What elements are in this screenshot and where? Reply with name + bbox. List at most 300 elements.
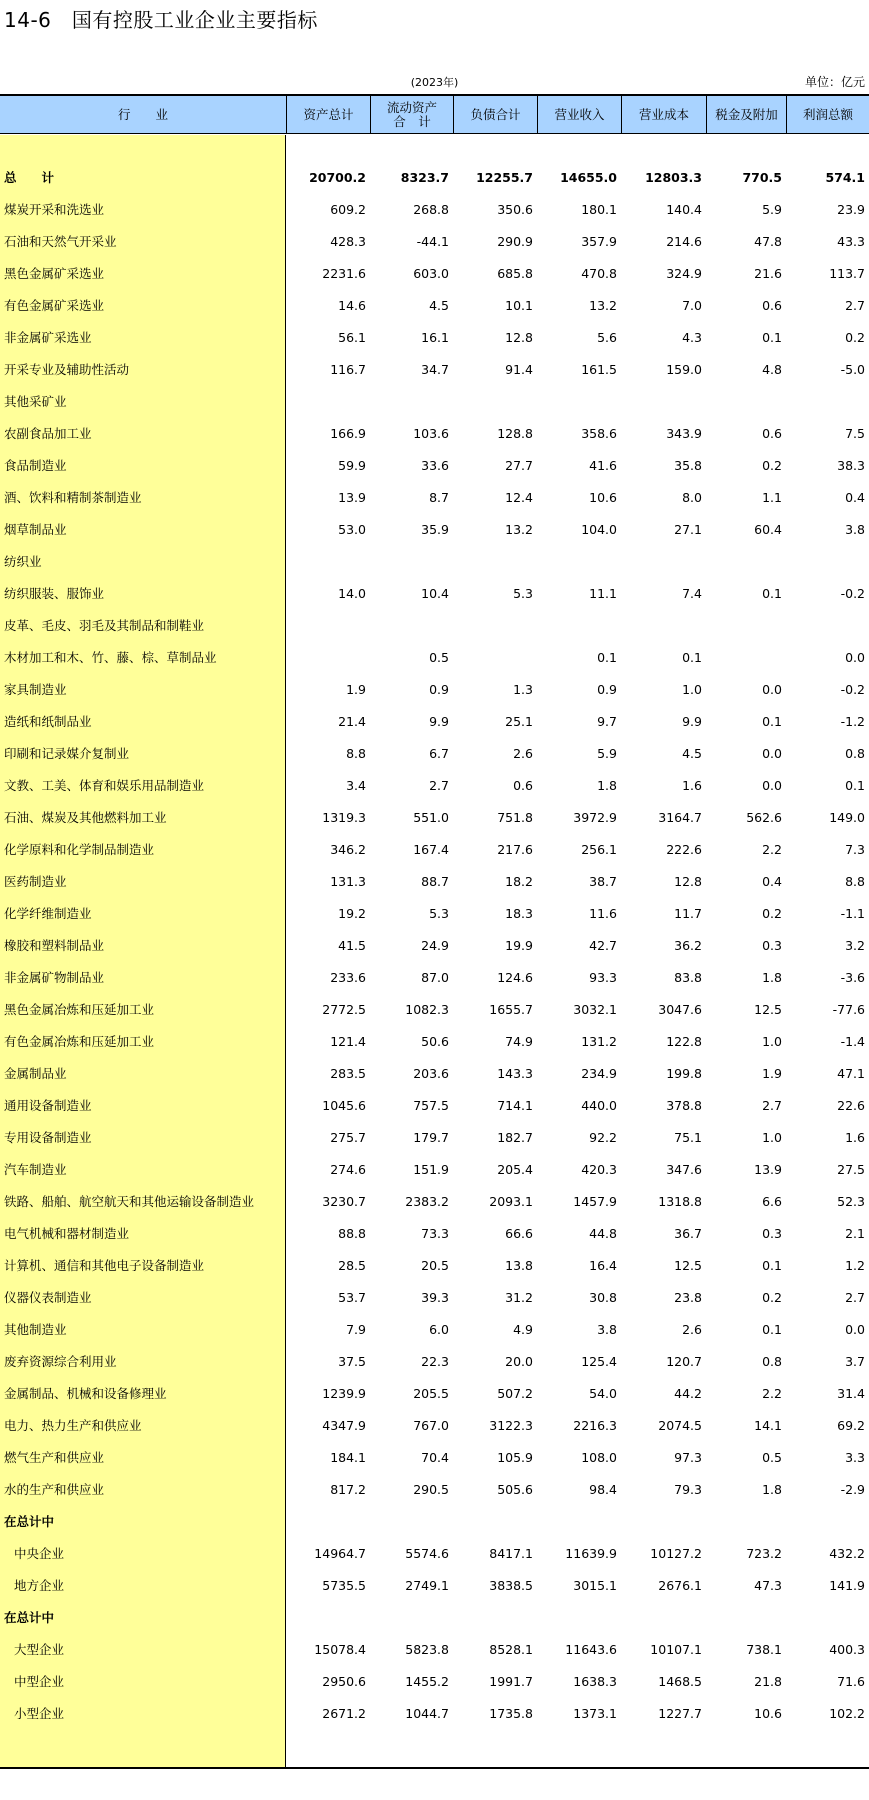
row-value: 21.6 [754,266,782,281]
row-value: 2671.2 [322,1706,366,1721]
row-value: 685.8 [497,266,533,281]
row-value: 66.6 [505,1226,533,1241]
row-value: 19.9 [505,938,533,953]
table-row [0,1416,869,1436]
row-label: 化学纤维制造业 [4,906,92,921]
row-label: 小型企业 [14,1706,65,1721]
row-value: 8.0 [682,490,702,505]
row-label: 其他采矿业 [4,394,67,409]
row-value: 3230.7 [322,1194,366,1209]
row-value: 1.6 [682,778,702,793]
row-value: 1044.7 [405,1706,449,1721]
row-value: 14.0 [338,586,366,601]
row-value: 92.2 [589,1130,617,1145]
row-label: 纺织服装、服饰业 [4,586,105,601]
row-value: 3047.6 [658,1002,702,1017]
row-label: 电气机械和器材制造业 [4,1226,130,1241]
row-value: 47.1 [837,1066,865,1081]
row-label: 印刷和记录媒介复制业 [4,746,130,761]
column-header-5 [621,96,706,133]
row-value: 0.4 [762,874,782,889]
row-value: 1045.6 [322,1098,366,1113]
row-value: -1.2 [840,714,865,729]
row-value: 2.2 [762,842,782,857]
table-row [0,1192,869,1212]
row-value: 7.0 [682,298,702,313]
row-value: 347.6 [666,1162,702,1177]
table-row [0,744,869,764]
row-label: 仪器仪表制造业 [4,1290,92,1305]
row-value: 14.6 [338,298,366,313]
row-value: 0.1 [682,650,702,665]
row-label: 中央企业 [14,1546,65,1561]
table-row [0,392,869,412]
row-value: 0.1 [845,778,865,793]
row-value: 0.1 [762,1258,782,1273]
row-value: 124.6 [497,970,533,985]
row-value: 35.9 [421,522,449,537]
row-value: 2.7 [845,298,865,313]
row-label: 废弃资源综合利用业 [4,1354,117,1369]
row-value: 23.8 [674,1290,702,1305]
row-value: 290.5 [413,1482,449,1497]
row-value: 1.1 [762,490,782,505]
row-value: 97.3 [674,1450,702,1465]
row-value: 738.1 [746,1642,782,1657]
row-value: 79.3 [674,1482,702,1497]
table-row [0,1160,869,1180]
table-row [0,904,869,924]
row-value: 182.7 [497,1130,533,1145]
row-value: 38.3 [837,458,865,473]
row-value: 3972.9 [573,810,617,825]
row-value: 551.0 [413,810,449,825]
row-value: 1.8 [597,778,617,793]
column-header-4 [537,96,621,133]
row-value: 507.2 [497,1386,533,1401]
page-title: 14-6 国有控股工业企业主要指标 [4,8,318,32]
row-value: 1455.2 [405,1674,449,1689]
table-row [0,808,869,828]
row-label: 在总计中 [4,1610,55,1625]
table-row [0,232,869,252]
row-value: 4347.9 [322,1418,366,1433]
row-value: 574.1 [825,170,865,185]
row-label: 石油和天然气开采业 [4,234,117,249]
row-value: 34.7 [421,362,449,377]
row-value: 0.8 [762,1354,782,1369]
row-value: 70.4 [421,1450,449,1465]
row-value: 420.3 [581,1162,617,1177]
row-value: 12.8 [505,330,533,345]
row-value: 378.8 [666,1098,702,1113]
row-label: 文教、工美、体育和娱乐用品制造业 [4,778,205,793]
row-value: 12.4 [505,490,533,505]
row-value: 93.3 [589,970,617,985]
row-label: 通用设备制造业 [4,1098,92,1113]
row-value: 217.6 [497,842,533,857]
row-value: 11.6 [589,906,617,921]
row-value: 767.0 [413,1418,449,1433]
row-label: 汽车制造业 [4,1162,67,1177]
row-value: 184.1 [330,1450,366,1465]
row-value: 0.6 [762,298,782,313]
row-value: 2383.2 [405,1194,449,1209]
row-value: 27.5 [837,1162,865,1177]
row-value: 205.4 [497,1162,533,1177]
row-value: 15078.4 [314,1642,366,1657]
row-value: 159.0 [666,362,702,377]
row-value: 505.6 [497,1482,533,1497]
row-value: 1319.3 [322,810,366,825]
row-value: 6.6 [762,1194,782,1209]
column-header-6 [706,96,786,133]
row-value: 22.3 [421,1354,449,1369]
row-value: 1318.8 [658,1194,702,1209]
row-value: 14655.0 [560,170,617,185]
table-row [0,200,869,220]
row-value: 2.7 [845,1290,865,1305]
row-value: 6.0 [429,1322,449,1337]
row-value: 87.0 [421,970,449,985]
row-value: 53.0 [338,522,366,537]
row-value: 88.8 [338,1226,366,1241]
table-row [0,616,869,636]
row-label: 有色金属冶炼和压延加工业 [4,1034,155,1049]
row-value: 47.3 [754,1578,782,1593]
row-value: -1.1 [840,906,865,921]
row-value: 0.2 [762,1290,782,1305]
row-value: 757.5 [413,1098,449,1113]
table-row [0,1352,869,1372]
row-label: 化学原料和化学制品制造业 [4,842,155,857]
row-value: 1638.3 [573,1674,617,1689]
row-label: 黑色金属冶炼和压延加工业 [4,1002,155,1017]
row-value: 108.0 [581,1450,617,1465]
row-value: 1.9 [762,1066,782,1081]
row-label: 橡胶和塑料制品业 [4,938,105,953]
row-value: 0.9 [429,682,449,697]
row-value: -0.2 [840,586,865,601]
row-label: 大型企业 [14,1642,65,1657]
row-label: 医药制造业 [4,874,67,889]
row-value: 714.1 [497,1098,533,1113]
row-value: 11.1 [589,586,617,601]
row-value: 7.5 [845,426,865,441]
row-value: 12255.7 [476,170,533,185]
row-label: 金属制品、机械和设备修理业 [4,1386,167,1401]
row-value: 71.6 [837,1674,865,1689]
row-value: 2749.1 [405,1578,449,1593]
table-row [0,1512,869,1532]
row-value: 1.0 [762,1034,782,1049]
unit-label: 单位：亿元 [804,75,865,89]
row-value: 2676.1 [658,1578,702,1593]
row-value: 0.0 [762,778,782,793]
row-value: 54.0 [589,1386,617,1401]
row-value: 0.6 [762,426,782,441]
column-header-2 [370,96,453,133]
row-value: 0.5 [762,1450,782,1465]
row-value: 13.9 [754,1162,782,1177]
row-value: 0.6 [513,778,533,793]
row-value: -77.6 [832,1002,865,1017]
table-row [0,968,869,988]
row-value: 11639.9 [565,1546,617,1561]
row-value: 1.6 [845,1130,865,1145]
table-row [0,1672,869,1692]
column-header-line: 行 业 [117,106,168,122]
row-value: 0.4 [845,490,865,505]
row-value: 2772.5 [322,1002,366,1017]
row-value: 60.4 [754,522,782,537]
row-value: 358.6 [581,426,617,441]
row-value: 1.0 [682,682,702,697]
table-row [0,456,869,476]
row-value: 20700.2 [309,170,366,185]
row-label: 木材加工和木、竹、藤、棕、草制品业 [4,650,217,665]
row-value: 2.7 [762,1098,782,1113]
row-value: 18.2 [505,874,533,889]
table-row [0,1096,869,1116]
table-row [0,584,869,604]
row-value: 131.2 [581,1034,617,1049]
row-value: 38.7 [589,874,617,889]
row-value: 44.2 [674,1386,702,1401]
row-value: 21.8 [754,1674,782,1689]
table-row [0,1384,869,1404]
row-value: 3015.1 [573,1578,617,1593]
row-value: 0.0 [762,746,782,761]
row-value: 105.9 [497,1450,533,1465]
row-value: 0.5 [429,650,449,665]
row-value: 1082.3 [405,1002,449,1017]
bottom-rule [0,1767,869,1769]
row-value: 1468.5 [658,1674,702,1689]
table-row [0,168,869,188]
row-value: 10107.1 [650,1642,702,1657]
row-value: 290.9 [497,234,533,249]
row-value: 256.1 [581,842,617,857]
row-value: 751.8 [497,810,533,825]
row-value: 5.6 [597,330,617,345]
row-value: 203.6 [413,1066,449,1081]
row-value: 11.7 [674,906,702,921]
row-value: 30.8 [589,1290,617,1305]
row-value: 10.1 [505,298,533,313]
row-value: 12.5 [674,1258,702,1273]
row-value: 2950.6 [322,1674,366,1689]
row-value: -44.1 [416,234,449,249]
row-value: 4.8 [762,362,782,377]
row-value: 3.2 [845,938,865,953]
row-label: 有色金属矿采选业 [4,298,105,313]
row-value: 3032.1 [573,1002,617,1017]
row-value: 1735.8 [489,1706,533,1721]
row-value: 470.8 [581,266,617,281]
row-label: 在总计中 [4,1514,55,1529]
table-row [0,680,869,700]
row-value: 5.9 [597,746,617,761]
row-value: 214.6 [666,234,702,249]
row-value: 73.3 [421,1226,449,1241]
row-value: 91.4 [505,362,533,377]
row-value: 8323.7 [400,170,449,185]
column-header-line: 流动资产 [386,100,437,116]
table-row [0,552,869,572]
row-label: 专用设备制造业 [4,1130,92,1145]
row-value: 18.3 [505,906,533,921]
row-value: 346.2 [330,842,366,857]
row-value: 9.9 [429,714,449,729]
row-value: 0.3 [762,1226,782,1241]
column-header-line: 负债合计 [470,106,521,122]
row-value: -5.0 [840,362,865,377]
row-value: 113.7 [829,266,865,281]
row-label: 开采专业及辅助性活动 [4,362,130,377]
table-row [0,1640,869,1660]
row-value: 5.3 [429,906,449,921]
row-value: 8528.1 [489,1642,533,1657]
row-value: 37.5 [338,1354,366,1369]
row-value: 2093.1 [489,1194,533,1209]
row-value: 3838.5 [489,1578,533,1593]
row-value: 27.7 [505,458,533,473]
row-value: 122.8 [666,1034,702,1049]
row-label: 家具制造业 [4,682,67,697]
row-value: 3.4 [346,778,366,793]
row-value: 16.1 [421,330,449,345]
row-value: 1373.1 [573,1706,617,1721]
table-row [0,360,869,380]
row-value: 131.3 [330,874,366,889]
table-row [0,776,869,796]
row-value: 0.1 [597,650,617,665]
row-value: 1227.7 [658,1706,702,1721]
row-value: 1.9 [346,682,366,697]
column-header-line: 营业收入 [554,106,605,122]
row-label: 其他制造业 [4,1322,67,1337]
row-value: 1457.9 [573,1194,617,1209]
table-row [0,712,869,732]
row-value: 0.3 [762,938,782,953]
row-value: 43.3 [837,234,865,249]
row-value: 10.6 [754,1706,782,1721]
row-label: 食品制造业 [4,458,67,473]
row-value: 440.0 [581,1098,617,1113]
row-value: 31.2 [505,1290,533,1305]
row-value: 1.8 [762,970,782,985]
row-value: 22.6 [837,1098,865,1113]
table-row [0,1704,869,1724]
row-value: 167.4 [413,842,449,857]
row-label: 总 计 [4,170,55,185]
row-value: 98.4 [589,1482,617,1497]
row-value: 36.2 [674,938,702,953]
row-value: 149.0 [829,810,865,825]
row-value: 125.4 [581,1354,617,1369]
row-value: 103.6 [413,426,449,441]
row-value: 10127.2 [650,1546,702,1561]
row-value: 1239.9 [322,1386,366,1401]
row-value: 199.8 [666,1066,702,1081]
row-value: 609.2 [330,202,366,217]
table-row [0,424,869,444]
row-value: 275.7 [330,1130,366,1145]
table-row [0,872,869,892]
row-value: 357.9 [581,234,617,249]
row-value: 7.4 [682,586,702,601]
table-row [0,296,869,316]
table-row [0,936,869,956]
row-value: 3.3 [845,1450,865,1465]
row-value: 74.9 [505,1034,533,1049]
row-value: 4.3 [682,330,702,345]
row-value: 770.5 [742,170,782,185]
row-value: 8.8 [845,874,865,889]
row-value: 8.8 [346,746,366,761]
row-value: 0.1 [762,1322,782,1337]
row-value: 20.5 [421,1258,449,1273]
column-header-7 [786,96,869,133]
row-value: 9.7 [597,714,617,729]
row-label: 纺织业 [4,554,42,569]
row-value: 151.9 [413,1162,449,1177]
table-row [0,1128,869,1148]
row-value: 141.9 [829,1578,865,1593]
row-value: 0.2 [845,330,865,345]
row-value: 1.2 [845,1258,865,1273]
row-value: 2.7 [429,778,449,793]
row-value: 0.1 [762,586,782,601]
row-label: 造纸和纸制品业 [4,714,92,729]
table-row [0,1224,869,1244]
row-value: 12.5 [754,1002,782,1017]
row-value: 562.6 [746,810,782,825]
column-header-3 [453,96,537,133]
row-value: 20.0 [505,1354,533,1369]
row-value: 59.9 [338,458,366,473]
row-value: 128.8 [497,426,533,441]
row-value: 19.2 [338,906,366,921]
row-value: 603.0 [413,266,449,281]
table-row [0,328,869,348]
table-row [0,1544,869,1564]
row-value: -0.2 [840,682,865,697]
row-label: 金属制品业 [4,1066,67,1081]
row-value: 41.6 [589,458,617,473]
row-value: 343.9 [666,426,702,441]
row-value: 44.8 [589,1226,617,1241]
row-value: 1655.7 [489,1002,533,1017]
row-value: 4.9 [513,1322,533,1337]
row-value: 0.0 [845,1322,865,1337]
row-value: 14.1 [754,1418,782,1433]
row-value: 23.9 [837,202,865,217]
table-row [0,840,869,860]
row-value: 222.6 [666,842,702,857]
row-value: 5574.6 [405,1546,449,1561]
column-header-line: 税金及附加 [715,106,778,122]
row-value: 3164.7 [658,810,702,825]
column-header-line: 利润总额 [802,106,853,122]
row-label: 黑色金属矿采选业 [4,266,105,281]
table-row [0,1288,869,1308]
row-value: 6.7 [429,746,449,761]
table-row [0,648,869,668]
row-value: 5735.5 [322,1578,366,1593]
row-value: 16.4 [589,1258,617,1273]
